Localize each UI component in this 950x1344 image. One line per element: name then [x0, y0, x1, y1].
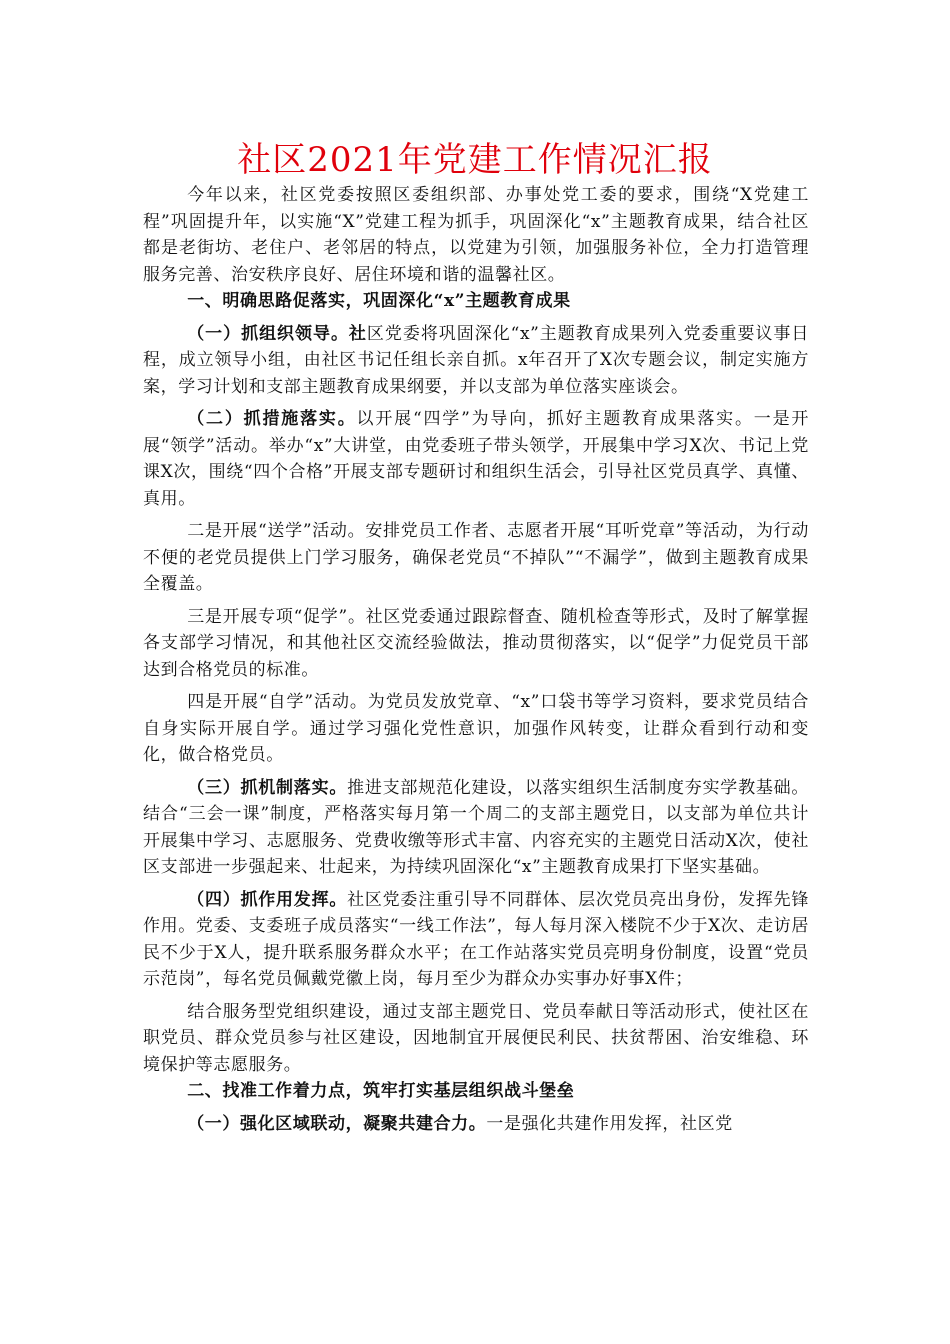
intro-paragraph: 今年以来，社区党委按照区委组织部、办事处党工委的要求，围绕“X党建工程”巩固提升年，以实施“X”党建工程为抓手，巩固深化“x”主题教育成果，结合社区都是老街坊、老住户、老邻居的特点，以党建为引领，加强服务补位，全力打造管理服务完善、治安秩序良好、居住环境和谐的温馨社区。	[143, 185, 809, 285]
item-text: 区党委将巩固深化“x”主题教育成果列入党委重要议事日程，成立领导小组，由社区书记任组长亲自抓。x年召开了X次专题会议，制定实施方案，学习计划和支部主题教育成果纲要，并以支部为单位落实座谈会。	[143, 323, 810, 397]
item-lead: （三）抓机制落实。	[187, 777, 348, 798]
item-text: 以开展“四学”为导向，抓好主题教育成果落实。一是开展“领学”活动。举办“x”大讲堂，由党委班子带头领学，开展集中学习X次、书记上党课X次，围绕“四个合格”开展支部专题研讨和组织生活会，引导社区党员真学、真懂、真用。	[143, 409, 809, 509]
document-title: 社区2021年党建工作情况汇报	[237, 140, 713, 180]
item-lead: （一）强化区域联动，凝聚共建合力。	[187, 1113, 487, 1134]
item-lead: （二）抓措施落实。	[187, 409, 357, 429]
item-lead: （一）抓组织领导。社	[187, 323, 367, 344]
item-lead: （四）抓作用发挥。	[187, 889, 348, 910]
section-2-item-1	[143, 1111, 809, 1138]
section-2-heading: 二、找准工作着力点，筑牢打实基层组织战斗堡垒	[187, 1081, 575, 1101]
section-1-item-3	[143, 775, 809, 881]
section-1-item-2	[143, 406, 809, 512]
section-1-item-1	[143, 321, 809, 401]
item-text: 推进支部规范化建设，以落实组织生活制度夯实学教基础。结合“三会一课”制度，严格落实每月第一个周二的支部主题党日，以支部为单位共计开展集中学习、志愿服务、党费收缴等形式丰富、内容充实的主题党日活动X次，使社区支部进一步强起来、壮起来，为持续巩固深化“x”主题教育成果打下坚实基础。	[143, 777, 809, 877]
document-body	[143, 182, 809, 1137]
item-text: 社区党委注重引导不同群体、层次党员亮出身份，发挥先锋作用。党委、支委班子成员落实“一线工作法”，每人每月深入楼院不少于X次、走访居民不少于X人，提升联系服务群众水平；在工作站落实党员亮明身份制度，设置“党员示范岗”，每名党员佩戴党徽上岗，每月至少为群众办实事办好事X件；	[143, 889, 809, 989]
cuxue-paragraph: 三是开展专项“促学”。社区党委通过跟踪督查、随机检查等形式，及时了解掌握各支部学习情况，和其他社区交流经验做法，推动贯彻落实，以“促学”力促党员干部达到合格党员的标准。	[143, 606, 809, 680]
section-1-item-4	[143, 887, 809, 993]
zixue-paragraph: 四是开展“自学”活动。为党员发放党章、“x”口袋书等学习资料，要求党员结合自身实际开展自学。通过学习强化党性意识，加强作风转变，让群众看到行动和变化，做合格党员。	[143, 692, 809, 765]
songxue-paragraph: 二是开展“送学”活动。安排党员工作者、志愿者开展“耳听党章”等活动，为行动不便的老党员提供上门学习服务，确保老党员“不掉队”“不漏学”，做到主题教育成果全覆盖。	[143, 521, 809, 594]
service-paragraph: 结合服务型党组织建设，通过支部主题党日、党员奉献日等活动形式，使社区在职党员、群众党员参与社区建设，因地制宜开展便民利民、扶贫帮困、治安维稳、环境保护等志愿服务。	[143, 1001, 809, 1075]
section-1-heading: 一、明确思路促落实，巩固深化“x”主题教育成果	[187, 291, 571, 311]
item-text: 一是强化共建作用发挥，社区党	[486, 1113, 733, 1134]
